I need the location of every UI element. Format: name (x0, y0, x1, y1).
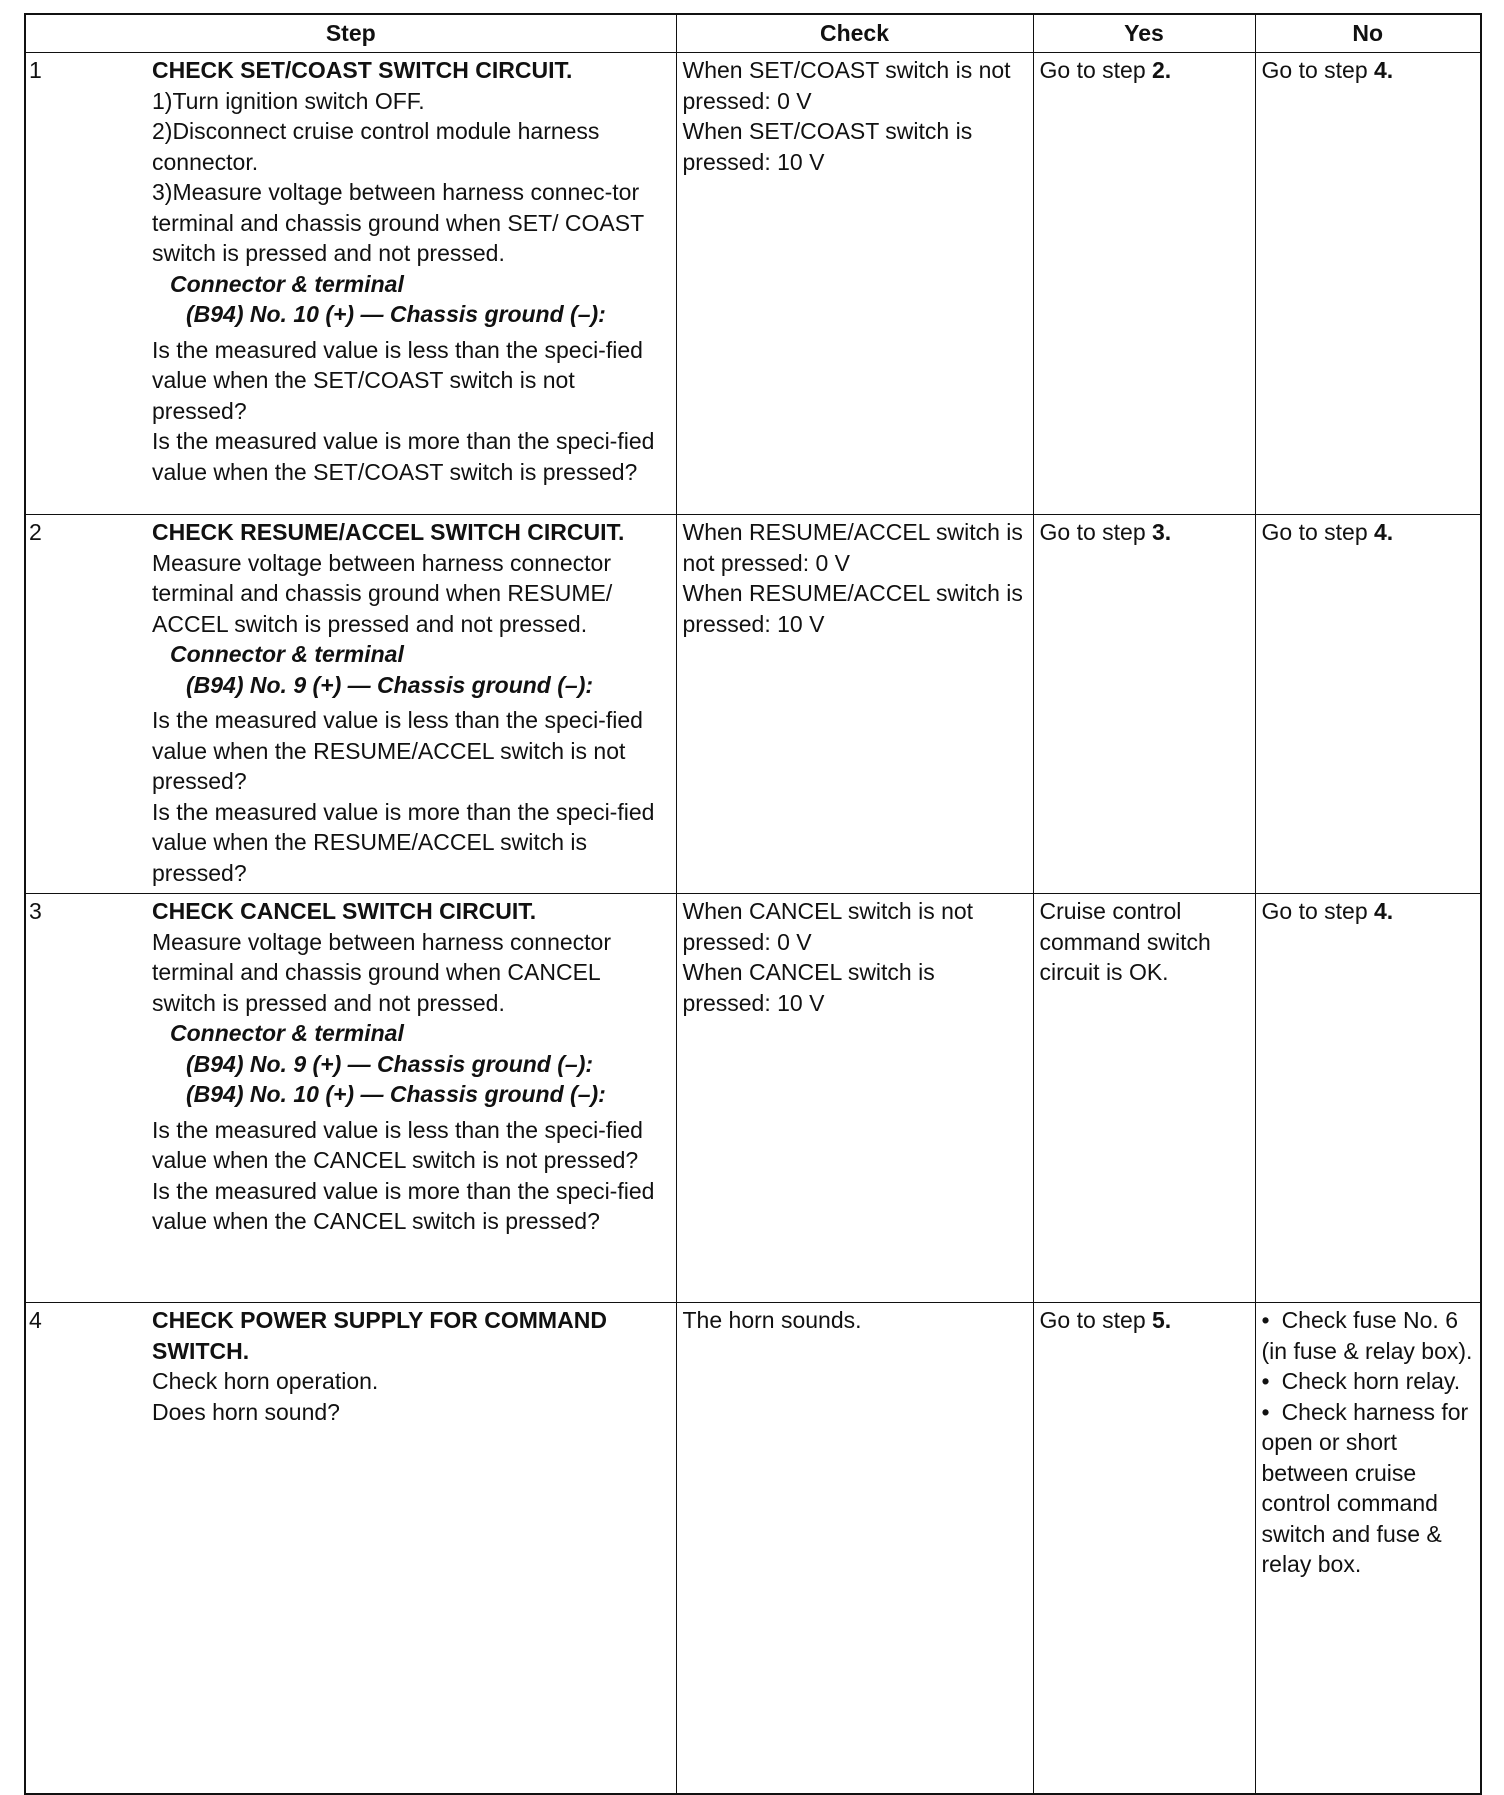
header-no: No (1255, 14, 1481, 53)
step-line: Measure voltage between harness connector terminal and chassis ground when CANCEL switch is pressed and not pressed. (152, 928, 612, 1016)
no-bullet: • Check horn relay. (1262, 1366, 1477, 1397)
step-number: 1 (29, 57, 42, 83)
step-title: CHECK POWER SUPPLY FOR COMMAND SWITCH. (152, 1307, 607, 1364)
question: Is the measured value is more than the speci-fied value when the SET/COAST switch is pressed? (152, 428, 655, 485)
troubleshooting-table (24, 13, 1482, 1795)
yes-text: Cruise control command switch circuit is OK. (1039, 898, 1211, 985)
step-number: 2 (29, 519, 42, 545)
yes-cell (1033, 1303, 1255, 1795)
no-prefix: Go to step (1261, 519, 1375, 545)
header-check: Check (676, 14, 1033, 53)
connector-label: Connector & terminal (170, 270, 404, 297)
check-line: When SET/COAST switch is pressed: 10 V (682, 118, 973, 175)
yes-step: 3. (1152, 519, 1172, 545)
no-step: 4. (1374, 57, 1394, 83)
yes-cell (1033, 53, 1255, 515)
yes-cell (1033, 515, 1255, 894)
yes-cell (1033, 894, 1255, 1303)
step-row-2 (25, 515, 1481, 894)
terminal-spec: (B94) No. 9 (+) — Chassis ground (–): (186, 1050, 594, 1077)
no-bullet: • Check fuse No. 6 (in fuse & relay box). (1262, 1305, 1477, 1366)
step-row-1 (25, 53, 1481, 515)
question: Is the measured value is less than the speci-fied value when the CANCEL switch is not pressed? (152, 1116, 643, 1173)
step-line: 1)Turn ignition switch OFF. (152, 87, 425, 114)
step-row-3 (25, 894, 1481, 1303)
check-line: The horn sounds. (682, 1307, 862, 1333)
check-line: When CANCEL switch is pressed: 10 V (682, 959, 935, 1016)
terminal-spec: (B94) No. 10 (+) — Chassis ground (–): (186, 1081, 606, 1107)
check-cell (676, 515, 1033, 894)
no-step: 4. (1374, 519, 1394, 545)
question: Is the measured value is less than the speci-fied value when the RESUME/ACCEL switch is not pressed? (152, 707, 643, 794)
step-cell (25, 515, 676, 894)
step-row-4 (25, 1303, 1481, 1795)
yes-prefix: Go to step (1039, 519, 1153, 545)
terminal-spec: (B94) No. 9 (+) — Chassis ground (–): (186, 671, 594, 698)
header-yes: Yes (1033, 14, 1255, 53)
question: Is the measured value is more than the speci-fied value when the RESUME/ACCEL switch is pressed? (152, 798, 655, 886)
terminal-spec: (B94) No. 10 (+) — Chassis ground (–): (186, 301, 606, 327)
yes-step: 2. (1152, 57, 1172, 83)
check-cell (676, 894, 1033, 1303)
step-line: 3)Measure voltage between harness connec-tor terminal and chassis ground when SET/ COAST switch is pressed and not pressed. (152, 179, 644, 266)
check-line: When CANCEL switch is not pressed: 0 V (682, 898, 974, 955)
step-number: 4 (29, 1307, 42, 1333)
step-number: 3 (29, 898, 42, 924)
step-title: CHECK CANCEL SWITCH CIRCUIT. (152, 898, 537, 924)
no-cell (1255, 53, 1481, 515)
check-cell (676, 53, 1033, 515)
yes-step: 5. (1152, 1307, 1172, 1333)
no-bullet: • Check harness for open or short between cruise control command switch and fuse & relay box. (1262, 1397, 1477, 1580)
connector-label: Connector & terminal (170, 1020, 404, 1046)
no-prefix: Go to step (1261, 57, 1375, 83)
step-cell (25, 894, 676, 1303)
no-cell (1255, 1303, 1481, 1795)
step-line: 2)Disconnect cruise control module harness connector. (152, 118, 600, 175)
step-line: Measure voltage between harness connector terminal and chassis ground when RESUME/ ACCEL switch is pressed and not pressed. (152, 549, 613, 637)
yes-prefix: Go to step (1039, 57, 1153, 83)
header-step: Step (25, 14, 676, 53)
step-cell (25, 1303, 676, 1795)
no-prefix: Go to step (1261, 898, 1375, 924)
check-line: When SET/COAST switch is not pressed: 0 V (682, 57, 1011, 114)
yes-prefix: Go to step (1039, 1307, 1153, 1333)
connector-label: Connector & terminal (170, 641, 404, 667)
step-title: CHECK RESUME/ACCEL SWITCH CIRCUIT. (152, 519, 625, 545)
header-row (25, 14, 1481, 53)
question: Is the measured value is less than the speci-fied value when the SET/COAST switch is not pressed? (152, 336, 643, 424)
check-line: When RESUME/ACCEL switch is pressed: 10 V (682, 580, 1023, 637)
step-cell (25, 53, 676, 515)
step-title: CHECK SET/COAST SWITCH CIRCUIT. (152, 57, 573, 83)
step-line: Check horn operation. (152, 1368, 379, 1394)
no-cell (1255, 515, 1481, 894)
no-step: 4. (1374, 898, 1394, 924)
question: Is the measured value is more than the speci-fied value when the CANCEL switch is pressed? (152, 1177, 655, 1234)
check-cell (676, 1303, 1033, 1795)
no-cell (1255, 894, 1481, 1303)
check-line: When RESUME/ACCEL switch is not pressed: 0 V (682, 519, 1023, 576)
step-line: Does horn sound? (152, 1398, 340, 1425)
